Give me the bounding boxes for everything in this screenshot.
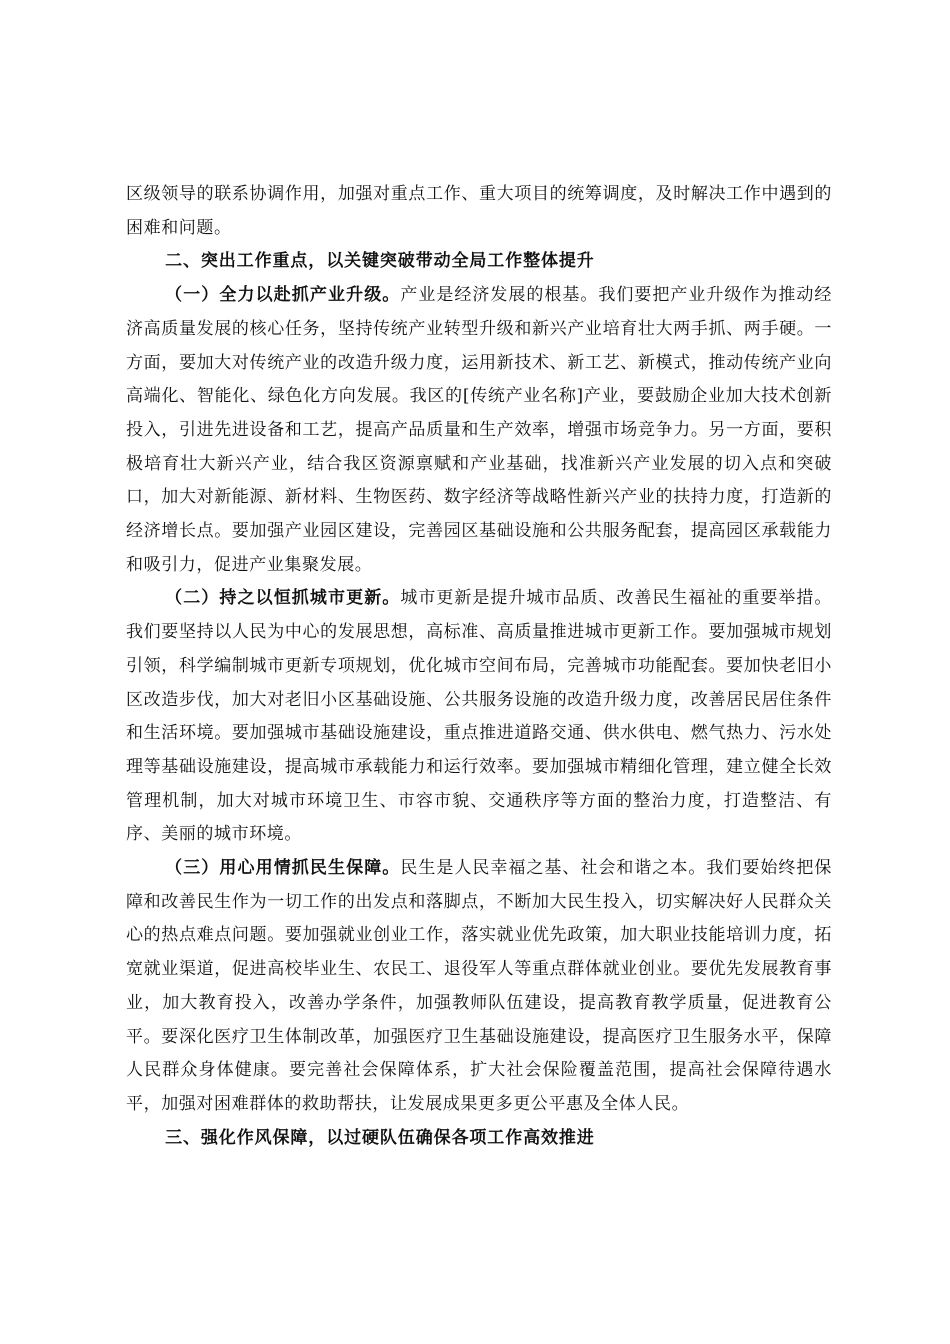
item-body-industry: 产业是经济发展的根基。我们要把产业升级作为推动经济高质量发展的核心任务，坚持传统产业转型升级和新兴产业培育壮大两手抓、两手硬。一方面，要加大对传统产业的改造升级力度，运用新技术、新工艺、新模式，推动传统产业向高端化、智能化、绿色化方向发展。我区的[传统产业名称]产业，要鼓励企业加大技术创新投入，引进先进设备和工艺，提高产品质量和生产效率，增强市场竞争力。另一方面，要积极培育壮大新兴产业，结合我区资源禀赋和产业基础，找准新兴产业发展的切入点和突破口，加大对新能源、新材料、生物医药、数字经济等战略性新兴产业的扶持力度，打造新的经济增长点。要加强产业园区建设，完善园区基础设施和公共服务配套，提高园区承载能力和吸引力，促进产业集聚发展。 [126,285,832,575]
item-body-livelihood: 民生是人民幸福之基、社会和谐之本。我们要始终把保障和改善民生作为一切工作的出发点和落脚点，不断加大民生投入，切实解决好人民群众关心的热点难点问题。要加强就业创业工作，落实就业优先政策，加大职业技能培训力度，拓宽就业渠道，促进高校毕业生、农民工、退役军人等重点群体就业创业。要优先发展教育事业，加大教育投入，改善办学条件，加强教师队伍建设，提高教育教学质量，促进教育公平。要深化医疗卫生体制改革，加强医疗卫生基础设施建设，提高医疗卫生服务水平，保障人民群众身体健康。要完善社会保障体系，扩大社会保险覆盖范围，提高社会保障待遇水平，加强对困难群体的救助帮扶，让发展成果更多更公平惠及全体人民。 [126,858,832,1114]
item-lead-livelihood: （三）用心用情抓民生保障。 [165,858,401,879]
item-lead-industry: （一）全力以赴抓产业升级。 [165,285,401,306]
section-heading-3: 三、强化作风保障，以过硬队伍确保各项工作高效推进 [165,1127,595,1148]
section-heading-2: 二、突出工作重点，以关键突破带动全局工作整体提升 [165,251,595,272]
document-body [126,178,832,1155]
paragraph-continuation: 区级领导的联系协调作用，加强对重点工作、重大项目的统筹调度，及时解决工作中遇到的困难和问题。 [126,184,832,238]
paragraph-industry-upgrade [126,279,832,582]
paragraph-urban-renewal [126,582,832,852]
paragraph-livelihood [126,852,832,1122]
item-lead-urban: （二）持之以恒抓城市更新。 [165,588,401,609]
item-body-urban: 城市更新是提升城市品质、改善民生福祉的重要举措。我们要坚持以人民为中心的发展思想，高标准、高质量推进城市更新工作。要加强城市规划引领，科学编制城市更新专项规划，优化城市空间布局，完善城市功能配套。要加快老旧小区改造步伐，加大对老旧小区基础设施、公共服务设施的改造升级力度，改善居民居住条件和生活环境。要加强城市基础设施建设，重点推进道路交通、供水供电、燃气热力、污水处理等基础设施建设，提高城市承载能力和运行效率。要加强城市精细化管理，建立健全长效管理机制，加大对城市环境卫生、市容市貌、交通秩序等方面的整治力度，打造整洁、有序、美丽的城市环境。 [126,588,832,845]
